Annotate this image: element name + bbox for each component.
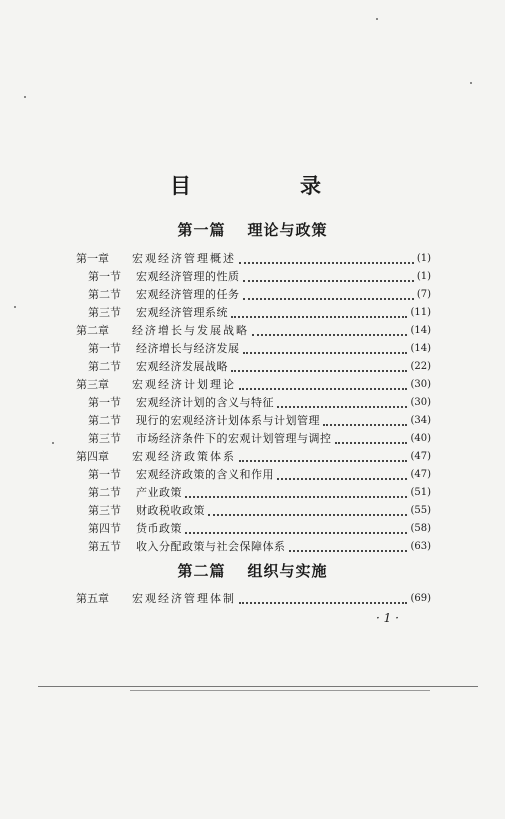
dot-leader xyxy=(243,297,414,300)
dot-leader xyxy=(323,423,407,426)
entry-title: 收入分配政策与社会保障体系 xyxy=(136,540,286,553)
entry-title: 宏观经济发展战略 xyxy=(136,360,228,373)
dot-leader xyxy=(239,261,414,264)
scan-speck xyxy=(14,306,16,308)
toc-section[interactable] xyxy=(88,304,431,322)
section-label: 第二节 xyxy=(88,288,121,301)
entry-page: (14) xyxy=(410,325,431,336)
toc-section[interactable] xyxy=(88,520,431,538)
toc-section[interactable] xyxy=(88,268,431,286)
section-label: 第一节 xyxy=(88,342,121,355)
toc-section[interactable] xyxy=(88,358,431,376)
entry-page: (69) xyxy=(410,593,431,604)
scan-line xyxy=(38,686,478,687)
entry-title: 经济增长与经济发展 xyxy=(136,342,240,355)
entry-title: 经济增长与发展战略 xyxy=(132,324,249,337)
dot-leader xyxy=(277,477,407,480)
dot-leader xyxy=(243,279,414,282)
toc-section[interactable] xyxy=(88,394,431,412)
entry-page: (58) xyxy=(410,523,431,534)
part-number: 第一篇 xyxy=(177,221,226,239)
section-label: 第五节 xyxy=(88,540,121,553)
entry-title: 宏观经济政策体系 xyxy=(132,450,236,463)
entry-title: 宏观经济计划的含义与特征 xyxy=(136,396,274,409)
dot-leader xyxy=(277,405,407,408)
entry-page: (30) xyxy=(410,397,431,408)
entry-page: (63) xyxy=(410,541,431,552)
entry-title: 货币政策 xyxy=(136,522,182,535)
dot-leader xyxy=(289,549,408,552)
page-number: · 1 · xyxy=(376,611,399,625)
entry-title: 宏观经济计划理论 xyxy=(132,378,236,391)
section-label: 第三节 xyxy=(88,306,121,319)
toc-chapter-2[interactable] xyxy=(76,322,431,340)
part-heading-1 xyxy=(0,219,505,240)
section-label: 第四节 xyxy=(88,522,121,535)
section-label: 第二节 xyxy=(88,486,121,499)
section-label: 第一节 xyxy=(88,468,121,481)
section-label: 第三节 xyxy=(88,504,121,517)
entry-title: 宏观经济管理概述 xyxy=(132,252,236,265)
section-label: 第二节 xyxy=(88,360,121,373)
entry-page: (7) xyxy=(416,289,431,300)
entry-title: 宏观经济管理系统 xyxy=(136,306,228,319)
scan-speck xyxy=(52,442,54,444)
entry-page: (30) xyxy=(410,379,431,390)
part-number: 第二篇 xyxy=(177,562,226,580)
dot-leader xyxy=(231,315,407,318)
entry-page: (1) xyxy=(416,253,431,264)
dot-leader xyxy=(231,369,407,372)
entry-title: 宏观经济政策的含义和作用 xyxy=(136,468,274,481)
dot-leader xyxy=(185,531,407,534)
part-name: 组织与实施 xyxy=(247,562,328,580)
toc-section[interactable] xyxy=(88,538,431,556)
dot-leader xyxy=(185,495,407,498)
dot-leader xyxy=(252,333,407,336)
chapter-label: 第一章 xyxy=(76,252,109,265)
page-title: 目 录 xyxy=(170,173,365,198)
entry-page: (47) xyxy=(410,469,431,480)
chapter-label: 第三章 xyxy=(76,378,109,391)
scan-speck xyxy=(24,96,26,98)
toc-chapter-3[interactable] xyxy=(76,376,431,394)
chapter-label: 第四章 xyxy=(76,450,109,463)
dot-leader xyxy=(239,601,407,604)
section-label: 第三节 xyxy=(88,432,121,445)
part-heading-2 xyxy=(0,560,505,581)
entry-page: (1) xyxy=(416,271,431,282)
part-name: 理论与政策 xyxy=(247,221,328,239)
entry-title: 现行的宏观经济计划体系与计划管理 xyxy=(136,414,320,427)
toc-chapter-4[interactable] xyxy=(76,448,431,466)
toc-section[interactable] xyxy=(88,286,431,304)
chapter-label: 第二章 xyxy=(76,324,109,337)
scan-line xyxy=(130,690,430,691)
dot-leader xyxy=(243,351,408,354)
entry-page: (11) xyxy=(410,307,431,318)
scan-speck xyxy=(376,18,378,20)
entry-title: 宏观经济管理的性质 xyxy=(136,270,240,283)
scan-speck xyxy=(470,82,472,84)
section-label: 第一节 xyxy=(88,396,121,409)
entry-page: (22) xyxy=(410,361,431,372)
chapter-label: 第五章 xyxy=(76,592,109,605)
section-label: 第二节 xyxy=(88,414,121,427)
toc-section[interactable] xyxy=(88,430,431,448)
dot-leader xyxy=(239,459,407,462)
entry-page: (14) xyxy=(410,343,431,354)
toc-section[interactable] xyxy=(88,412,431,430)
section-label: 第一节 xyxy=(88,270,121,283)
entry-title: 产业政策 xyxy=(136,486,182,499)
entry-page: (40) xyxy=(410,433,431,444)
dot-leader xyxy=(208,513,407,516)
entry-title: 宏观经济管理的任务 xyxy=(136,288,240,301)
entry-title: 宏观经济管理体制 xyxy=(132,592,236,605)
entry-title: 财政税收政策 xyxy=(136,504,205,517)
entry-page: (51) xyxy=(410,487,431,498)
toc-section[interactable] xyxy=(88,340,431,358)
toc-chapter-5[interactable] xyxy=(76,590,431,608)
toc-section[interactable] xyxy=(88,466,431,484)
toc-section[interactable] xyxy=(88,502,431,520)
dot-leader xyxy=(335,441,408,444)
toc-section[interactable] xyxy=(88,484,431,502)
entry-page: (34) xyxy=(410,415,431,426)
entry-page: (55) xyxy=(410,505,431,516)
entry-page: (47) xyxy=(410,451,431,462)
toc-chapter-1[interactable] xyxy=(76,250,431,268)
entry-title: 市场经济条件下的宏观计划管理与调控 xyxy=(136,432,332,445)
dot-leader xyxy=(239,387,407,390)
